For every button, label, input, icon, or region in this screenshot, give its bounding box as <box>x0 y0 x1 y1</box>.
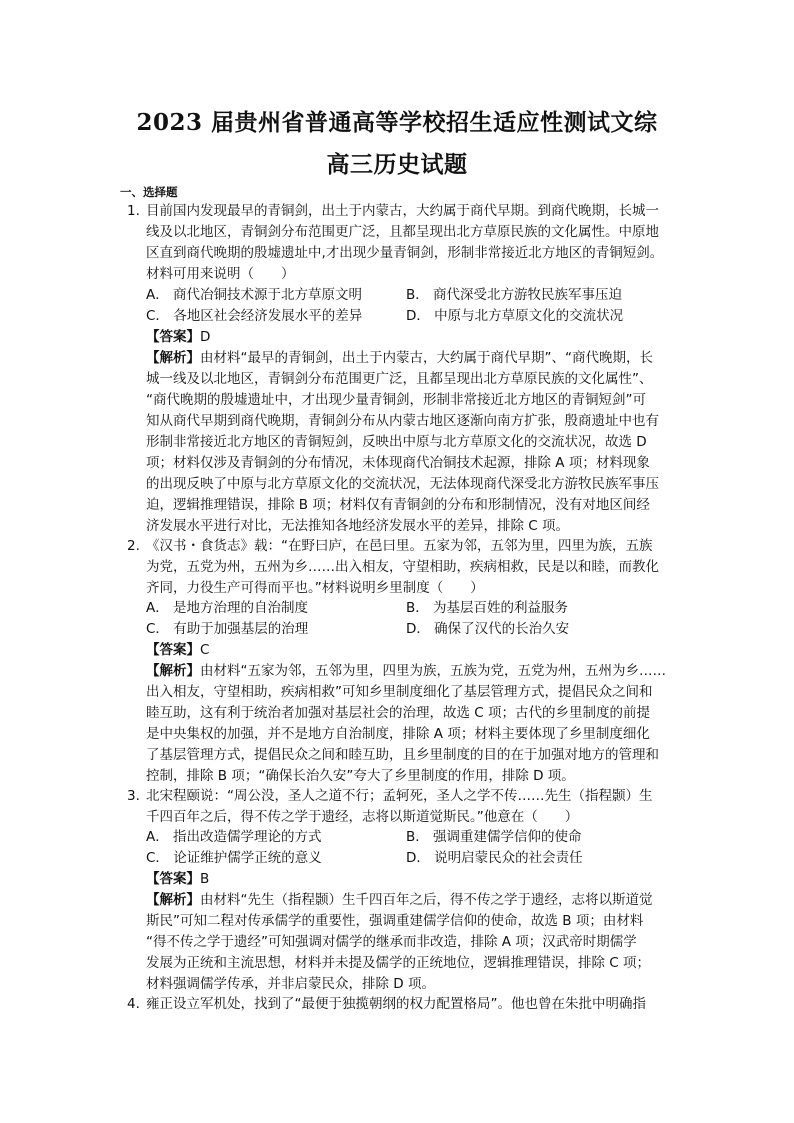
analysis-line: “得不传之学于遗经”可知强调对儒学的继承而非改造，排除 A 项；汉武帝时期儒学 <box>146 934 637 950</box>
analysis-text: 由材料“五家为邻，五邻为里，四里为族，五族为党，五党为州，五州为乡…… <box>200 663 666 679</box>
analysis-line: 材料强调儒学传承，并非启蒙民众，排除 D 项。 <box>146 976 435 992</box>
option-c: C． 有助于加强基层的治理 <box>146 621 309 637</box>
analysis-line: 济发展水平进行对比，无法推知各地经济发展水平的差异，排除 C 项。 <box>146 518 570 534</box>
question-stem-line: 线及以北地区，青铜剑分布范围更广泛，且都呈现出北方草原民族的文化属性。中原地 <box>146 224 659 240</box>
analysis-line: 项；材料仅涉及青铜剑的分布情况，未体现商代冶铜技术起源，排除 A 项；材料现象 <box>146 455 650 471</box>
answer-line <box>146 327 210 347</box>
analysis-line: 了基层管理方式，提倡民众之间和睦互助，且乡里制度的目的在于加强对地方的管理和 <box>146 747 659 763</box>
analysis-line: 的出现反映了中原与北方草原文化的交流状况，无法体现商代深受北方游牧民族军事压 <box>146 476 659 492</box>
question-stem-line: 雍正设立军机处，找到了“最便于独揽朝纲的权力配置格局”。他也曾在朱批中明确指 <box>146 996 646 1012</box>
answer-value: C <box>200 642 210 658</box>
option-d: D． 中原与北方草原文化的交流状况 <box>406 308 624 324</box>
option-d: D． 确保了汉代的长治久安 <box>406 621 570 637</box>
option-c: C． 论证维护儒学正统的意义 <box>146 850 322 866</box>
option-b: B． 为基层百姓的利益服务 <box>406 600 569 616</box>
analysis-line: 是中央集权的加强，并不是地方自治制度，排除 A 项；材料主要体现了乡里制度细化 <box>146 726 650 742</box>
analysis-line: 出入相友，守望相助，疾病相救”可知乡里制度细化了基层管理方式，提倡民众之间和 <box>146 684 653 700</box>
analysis-line: 控制，排除 B 项；“确保长治久安”夸大了乡里制度的作用，排除 D 项。 <box>146 768 575 784</box>
question-stem-line: 千四百年之后，得不传之学于遗经，志将以斯道觉斯民。”他意在（ ） <box>146 809 579 825</box>
analysis-label: 【解析】 <box>146 350 200 366</box>
question-number: 2. <box>127 538 140 554</box>
question-stem-line: 北宋程颐说：“周公没，圣人之道不行；孟轲死，圣人之学不传……先生（指程颢）生 <box>146 788 653 804</box>
analysis-first-line <box>146 890 653 910</box>
analysis-line: 城一线及以北地区，青铜剑分布范围更广泛，且都呈现出北方草原民族的文化属性”、 <box>146 371 653 387</box>
analysis-text: 由材料“最早的青铜剑，出土于内蒙古，大约属于商代早期”、“商代晚期，长 <box>200 350 653 366</box>
analysis-label: 【解析】 <box>146 663 200 679</box>
analysis-line: 发展为正统和主流思想，材料并未提及儒学的正统地位，逻辑推理错误，排除 C 项； <box>146 955 651 971</box>
analysis-label: 【解析】 <box>146 892 200 908</box>
analysis-line: 知从商代早期到商代晚期，青铜剑分布从内蒙古地区逐渐向南方扩张，殷商遗址中也有 <box>146 413 659 429</box>
analysis-line: 迫，逻辑推理错误，排除 B 项；材料仅有青铜剑的分布和形制情况，没有对地区间经 <box>146 497 650 513</box>
question-stem-line: 材料可用来说明（ ） <box>146 266 295 282</box>
analysis-line: 睦互助，这有利于统治者加强对基层社会的治理，故选 C 项；古代的乡里制度的前提 <box>146 705 651 721</box>
answer-line <box>146 869 209 889</box>
question-number: 1. <box>127 203 140 219</box>
question-number: 4. <box>127 996 140 1012</box>
option-d: D． 说明启蒙民众的社会责任 <box>406 850 583 866</box>
answer-line <box>146 640 209 660</box>
exam-title: 2023 届贵州省普通高等学校招生适应性测试文综 <box>136 109 658 136</box>
question-number: 3. <box>127 788 140 804</box>
question-stem-line: 齐同，力役生产可得而平也。”材料说明乡里制度（ ） <box>146 580 484 596</box>
analysis-text: 由材料“先生（指程颢）生千四百年之后，得不传之学于遗经，志将以斯道觉 <box>200 892 653 908</box>
answer-value: B <box>200 871 210 887</box>
question-stem-line: 为党，五党为州，五州为乡……出入相友，守望相助，疾病相救，民是以和睦，而教化 <box>146 559 659 575</box>
option-a: A． 指出改造儒学理论的方式 <box>146 829 322 845</box>
analysis-first-line <box>146 348 653 368</box>
option-a: A． 商代冶铜技术源于北方草原文明 <box>146 287 363 303</box>
question-stem-line: 《汉书・食货志》载：“在野曰庐，在邑曰里。五家为邻，五邻为里，四里为族，五族 <box>146 538 653 554</box>
option-a: A． 是地方治理的自治制度 <box>146 600 309 616</box>
question-stem-line: 区直到商代晚期的殷墟遗址中,才出现少量青铜剑，形制非常接近北方地区的青铜短剑。 <box>146 245 664 261</box>
analysis-line: 形制非常接近北方地区的青铜短剑，反映出中原与北方草原文化的交流状况，故选 D <box>146 434 647 450</box>
section-heading: 一、选择题 <box>120 185 178 199</box>
analysis-line: 斯民”可知二程对传承儒学的重要性，强调重建儒学信仰的使命，故选 B 项；由材料 <box>146 913 644 929</box>
answer-label: 【答案】 <box>146 871 200 887</box>
analysis-line: “商代晚期的殷墟遗址中，才出现少量青铜剑，形制非常接近北方地区的青铜短剑”可 <box>146 392 646 408</box>
question-stem-line: 目前国内发现最早的青铜剑，出土于内蒙古，大约属于商代早期。到商代晚期，长城一 <box>146 203 659 219</box>
option-b: B． 强调重建儒学信仰的使命 <box>406 829 582 845</box>
exam-subtitle: 高三历史试题 <box>326 151 468 178</box>
option-b: B． 商代深受北方游牧民族军事压迫 <box>406 287 623 303</box>
analysis-first-line <box>146 661 666 681</box>
option-c: C． 各地区社会经济发展水平的差异 <box>146 308 363 324</box>
answer-value: D <box>200 329 211 345</box>
answer-label: 【答案】 <box>146 642 200 658</box>
answer-label: 【答案】 <box>146 329 200 345</box>
